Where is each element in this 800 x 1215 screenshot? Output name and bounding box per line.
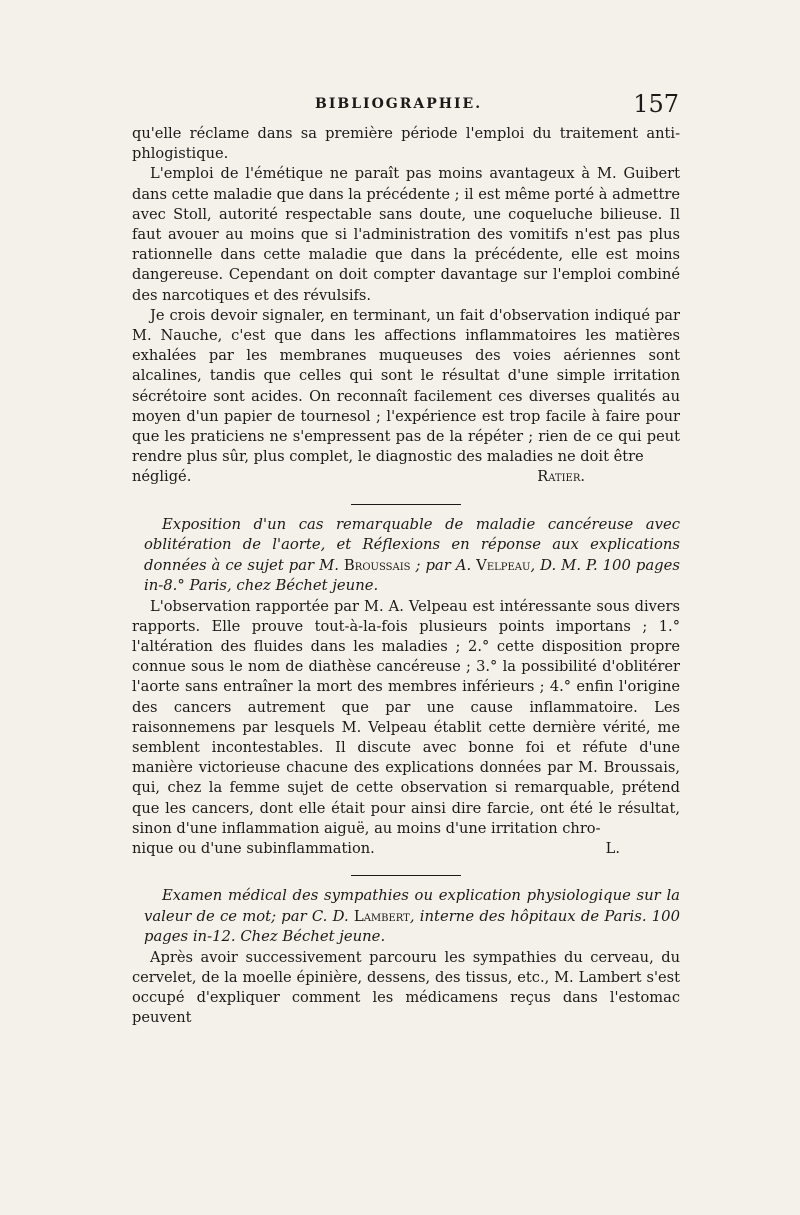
review-title-velpeau	[132, 515, 680, 597]
review-body-velpeau: L'observation rapportée par M. A. Velpeau est intéressante sous divers rapports. Elle prouve tout-à-la-fois plusieurs points importans ; 1.° l'altération des fluides dans les maladies ; 2.° cette disposition propre connue sous le nom de diathèse cancéreuse ; 3.° la possibilité d'oblitérer l'aorte sans entraîner la mort des membres inférieurs ; 4.° enfin l'origine des cancers autrement que par une cause inflammatoire. Les raisonnemens par lesquels M. Velpeau établit cette dernière vérité, me semblent incontestables. Il discute avec bonne foi et réfute d'une manière victorieuse chacune des explications données par M. Broussais, qui, chez la femme sujet de cette observation si remarquable, prétend que les cancers, dont elle était pour ainsi dire farcie, ont été le résultat, sinon d'une inflammation aiguë, au moins d'une irritation chro-	[132, 597, 680, 837]
closing-word: négligé.	[132, 468, 192, 486]
closing-line: nique ou d'une subinflammation.	[132, 840, 375, 858]
signature-line-ratier	[132, 467, 680, 487]
section-divider	[351, 504, 461, 505]
running-title: BIBLIOGRAPHIE.	[315, 96, 483, 112]
review-body-lambert: Après avoir successivement parcouru les sympathies du cerveau, du cervelet, de la moelle épinière, dessens, des tissus, etc., M. Lambert s'est occupé d'expliquer comment les médicamens reçus dans l'estomac peuvent	[132, 948, 680, 1027]
signature-line-l	[132, 839, 680, 859]
review-title-velpeau-end: , D. M. P. 100 pages in-8.° Paris, chez Béchet jeune.	[144, 556, 680, 595]
signature-ratier: Ratier.	[537, 468, 585, 486]
page-header	[135, 90, 679, 122]
paragraph-emetique: L'emploi de l'émétique ne paraît pas moins avantageux à M. Guibert dans cette maladie que dans la précédente ; il est même porté à admettre avec Stoll, autorité respectable sans doute, une coqueluche bilieuse. Il faut avouer au moins que si l'administration des vomitifs n'est pas plus rationnelle dans cette maladie que dans la précédente, elle est moins dangereuse. Cependant on doit compter davantage sur l'emploi combiné des narcotiques et des révulsifs.	[132, 165, 680, 304]
signature-l: L.	[605, 840, 620, 858]
review-title-lambert-start: Examen médical des sympathies ou explication physiologique sur la valeur de ce mot; par C. D.	[144, 887, 680, 925]
review-title-lambert	[132, 886, 680, 948]
page-number: 157	[633, 90, 679, 118]
review-title-velpeau-start: Exposition d'un cas remarquable de maladie cancéreuse avec oblitération de l'aorte, et Réflexions en réponse aux explications données à ce sujet par M.	[144, 515, 680, 574]
review-author-velpeau: Velpeau	[476, 556, 531, 574]
section-divider	[351, 875, 461, 876]
review-author-broussais: Broussais	[343, 556, 411, 574]
paragraph-continuation: qu'elle réclame dans sa première période l'emploi du traitement anti-phlogistique.	[132, 125, 680, 163]
page-body	[132, 124, 680, 1029]
paragraph-nauche: Je crois devoir signaler, en terminant, un fait d'observation indiqué par M. Nauche, c'est que dans les affections inflammatoires les matières exhalées par les membranes muqueuses des voies aériennes sont alcalines, tandis que celles qui sont le résultat d'une simple irritation sécrétoire sont acides. On reconnaît facilement ces diverses qualités au moyen d'un papier de tournesol ; l'expérience est trop facile à faire pour que les praticiens ne s'empressent pas de la répéter ; rien de ce qui peut rendre plus sûr, plus complet, le diagnostic des maladies ne doit être	[132, 306, 680, 466]
review-title-lambert-end: , interne des hôpitaux de Paris. 100 pages in-12. Chez Béchet jeune.	[144, 907, 680, 946]
review-author-lambert: Lambert	[353, 907, 410, 925]
review-title-velpeau-mid: ; par A.	[410, 556, 477, 574]
